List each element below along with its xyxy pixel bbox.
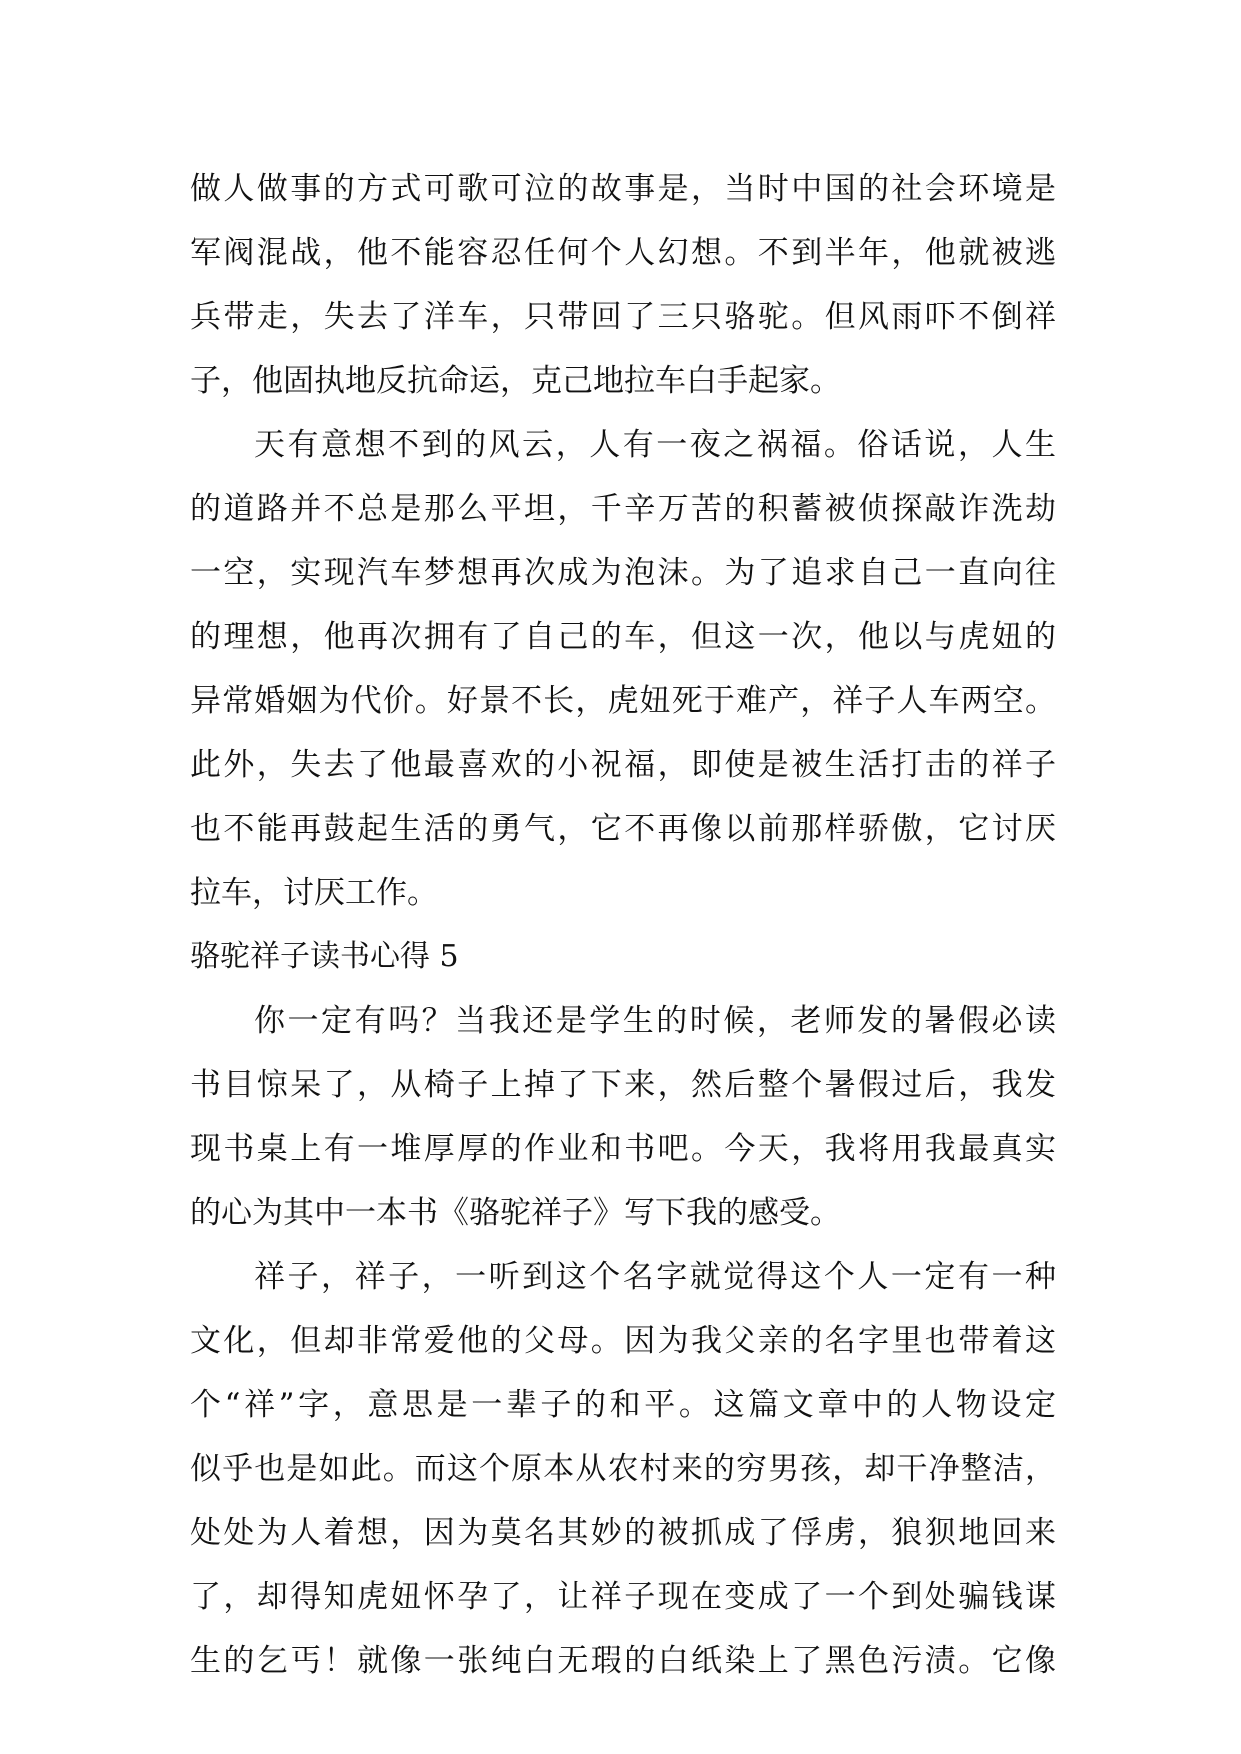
text-line: 的心为其中一本书《骆驼祥子》写下我的感受。 [190, 1195, 841, 1231]
text-line: 做人做事的方式可歌可泣的故事是，当时中国的社会环境是 [190, 171, 1056, 207]
text-line: 处处为人着想，因为莫名其妙的被抓成了俘虏，狼狈地回来 [190, 1515, 1056, 1551]
paragraph [190, 157, 1056, 413]
text-line: 似乎也是如此。而这个原本从农村来的穷男孩，却干净整洁， [190, 1451, 1056, 1487]
text-line: 的理想，他再次拥有了自己的车，但这一次，他以与虎妞的 [190, 619, 1056, 655]
text-line: 文化，但却非常爱他的父母。因为我父亲的名字里也带着这 [190, 1323, 1056, 1359]
paragraph [190, 413, 1056, 925]
text-line: 现书桌上有一堆厚厚的作业和书吧。今天，我将用我最真实 [190, 1131, 1056, 1167]
text-line: 兵带走，失去了洋车，只带回了三只骆驼。但风雨吓不倒祥 [190, 299, 1056, 335]
text-line: 子，他固执地反抗命运，克己地拉车白手起家。 [190, 363, 841, 399]
text-line: 一空，实现汽车梦想再次成为泡沫。为了追求自己一直向往 [190, 555, 1056, 591]
text-line: 书目惊呆了，从椅子上掉了下来，然后整个暑假过后，我发 [190, 1067, 1056, 1103]
text-line: 的道路并不总是那么平坦，千辛万苦的积蓄被侦探敲诈洗劫 [190, 491, 1056, 527]
document-body [190, 157, 1056, 1693]
text-line: 生的乞丐！就像一张纯白无瑕的白纸染上了黑色污渍。它像 [190, 1643, 1056, 1679]
text-line: 祥子，祥子，一听到这个名字就觉得这个人一定有一种 [254, 1259, 1056, 1295]
text-line: 军阀混战，他不能容忍任何个人幻想。不到半年，他就被逃 [190, 235, 1056, 271]
paragraph [190, 1245, 1056, 1693]
text-line: 异常婚姻为代价。好景不长，虎妞死于难产，祥子人车两空。 [190, 683, 1056, 719]
text-line: 天有意想不到的风云，人有一夜之祸福。俗话说，人生 [254, 427, 1056, 463]
text-line: 你一定有吗？当我还是学生的时候，老师发的暑假必读 [254, 1003, 1056, 1039]
text-line: 此外，失去了他最喜欢的小祝福，即使是被生活打击的祥子 [190, 747, 1056, 783]
text-line: 拉车，讨厌工作。 [190, 875, 438, 911]
paragraph [190, 989, 1056, 1245]
text-line: 个“祥”字，意思是一辈子的和平。这篇文章中的人物设定 [190, 1387, 1056, 1423]
section-heading: 骆驼祥子读书心得 5 [190, 939, 459, 974]
text-line: 了，却得知虎妞怀孕了，让祥子现在变成了一个到处骗钱谋 [190, 1579, 1056, 1615]
text-line: 也不能再鼓起生活的勇气，它不再像以前那样骄傲，它讨厌 [190, 811, 1056, 847]
